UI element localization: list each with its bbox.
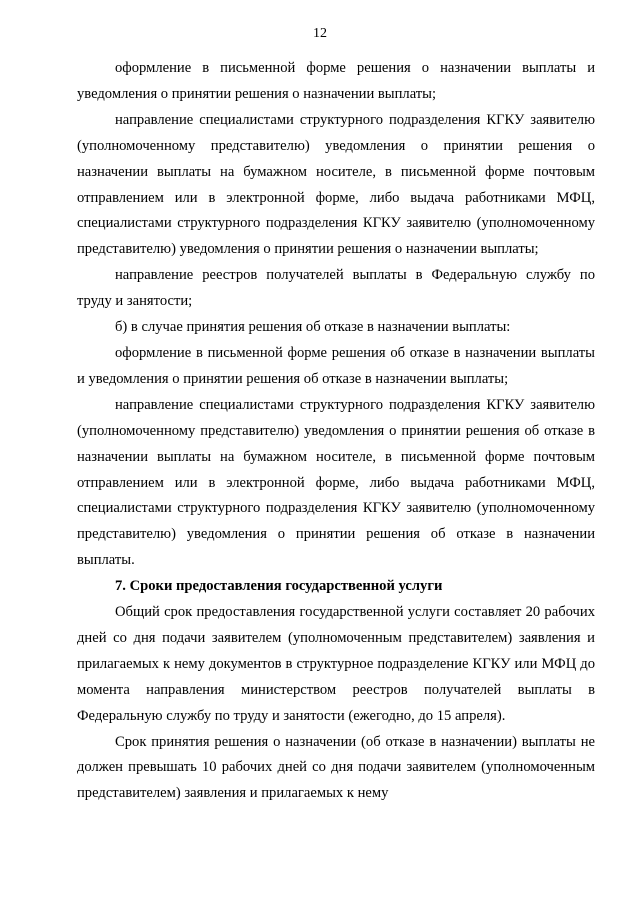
paragraph: Срок принятия решения о назначении (об отказе в назначении) выплаты не должен превышать 10 рабочих дней со дня подачи заявителем (уполномоченным представителем) заявления и прилагаемых к нему: [77, 733, 595, 802]
paragraph: направление специалистами структурного подразделения КГКУ заявителю (уполномоченному представителю) уведомления о принятии решения о назначении выплаты на бумажном носителе, в письменной форме почтовым отправлением или в электронной форме, либо выдача работниками МФЦ, специалистами структурного подразделения КГКУ заявителю (уполномоченному представителю) уведомления о принятии решения о назначении выплаты;: [77, 111, 595, 258]
paragraph: оформление в письменной форме решения о назначении выплаты и уведомления о принятии решения о назначении выплаты;: [77, 60, 595, 102]
paragraph: направление специалистами структурного подразделения КГКУ заявителю (уполномоченному представителю) уведомления о принятии решения об отказе в назначении выплаты на бумажном носителе, в письменной форме почтовым отправлением или в электронной форме, либо выдача работниками МФЦ, специалистами структурного подразделения КГКУ заявителю (уполномоченному представителю) уведомления о принятии решения об отказе в назначении выплаты.: [77, 396, 595, 569]
paragraph: Общий срок предоставления государственной услуги составляет 20 рабочих дней со дня подачи заявителем (уполномоченным представителем) заявления и прилагаемых к нему документов в структурное подразделение КГКУ или МФЦ до момента направления министерством реестров получателей выплаты в Федеральную службу по труду и занятости (ежегодно, до 15 апреля).: [77, 604, 595, 724]
paragraph: б) в случае принятия решения об отказе в назначении выплаты:: [115, 319, 511, 336]
paragraph: оформление в письменной форме решения об отказе в назначении выплаты и уведомления о принятии решения об отказе в назначении выплаты;: [77, 344, 595, 387]
section-heading: 7. Сроки предоставления государственной услуги: [115, 578, 443, 595]
page-number: 12: [313, 26, 327, 41]
paragraph: направление реестров получателей выплаты в Федеральную службу по труду и занятости;: [77, 267, 595, 310]
document-body: [77, 56, 595, 807]
